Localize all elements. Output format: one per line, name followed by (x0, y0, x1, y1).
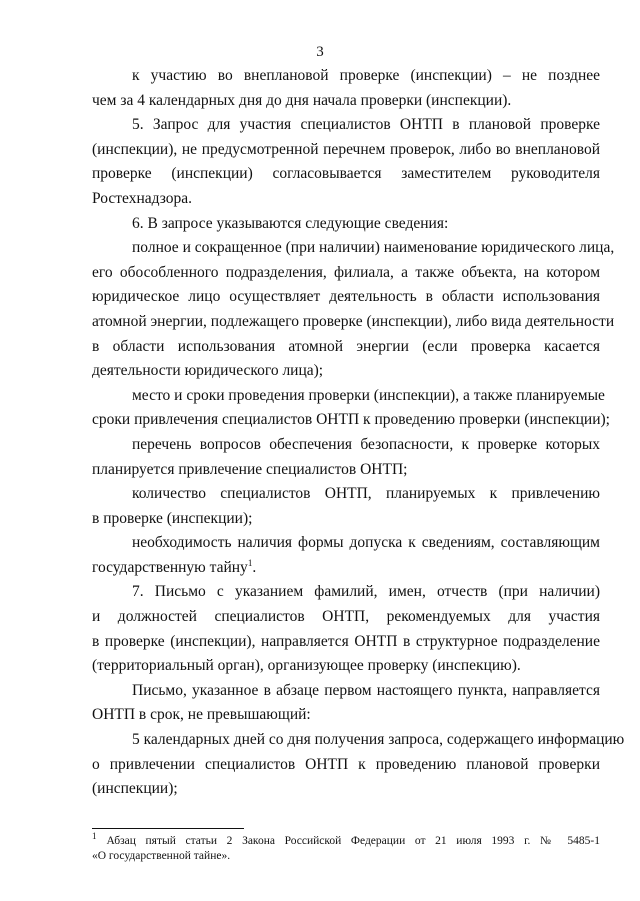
text-line (92, 261, 600, 286)
text-line (92, 138, 600, 163)
text-line-content: планируется привлечение специалистов ОНТП; (92, 460, 408, 478)
text-line-content: в области использования атомной энергии (если проверка касается (92, 337, 600, 355)
text-line (92, 408, 610, 433)
text-line-content: к участию во внеплановой проверке (инспекции) – не позднее (132, 67, 600, 84)
text-line-content: необходимость наличия формы допуска к сведениям, составляющим (132, 534, 600, 552)
text-line-content: 6. В запросе указываются следующие сведения: (132, 214, 449, 232)
text-line-content: 5. Запрос для участия специалистов ОНТП в плановой проверке (132, 116, 600, 134)
text-line (92, 359, 600, 384)
footnote-mark: 1 (92, 831, 97, 842)
text-line-content: перечень вопросов обеспечения безопасности, к проверке которых (132, 435, 600, 453)
footnote-line-content: Абзац пятый статьи 2 Закона Российской Федерации от 21 июля 1993 г. № 5485-1 (106, 835, 600, 847)
text-line-content: сроки привлечения специалистов ОНТП к проведению проверки (инспекции); (92, 411, 610, 429)
text-line-content: Письмо, указанное в абзаце первом настоящего пункта, направляется (132, 681, 600, 699)
text-line-content: чем за 4 календарных дня до дня начала проверки (инспекции). (92, 91, 512, 109)
text-line (92, 212, 600, 237)
text-line (92, 64, 600, 89)
text-line-content: 7. Письмо с указанием фамилий, имен, отчеств (при наличии) (132, 583, 600, 601)
footnote-line (92, 849, 600, 864)
footnote-reference[interactable]: 1 (247, 557, 253, 568)
text-line (92, 187, 600, 212)
text-line (92, 703, 600, 728)
text-line-content: государственную тайну (92, 558, 248, 576)
text-line (92, 113, 600, 138)
footnote (92, 831, 600, 864)
text-line (92, 285, 600, 310)
text-line (92, 433, 600, 458)
text-line (92, 89, 600, 114)
footnote-line-content: «О государственной тайне». (92, 850, 231, 862)
text-line-content: и должностей специалистов ОНТП, рекомендуемых для участия (92, 608, 600, 626)
text-line (92, 630, 600, 655)
text-line (92, 728, 625, 753)
text-line-content: атомной энергии, подлежащего проверке (инспекции), либо вида деятельности (92, 312, 615, 330)
page-number: 3 (316, 44, 324, 60)
text-line-content: в проверке (инспекции); (92, 509, 253, 527)
text-line-content: о привлечении специалистов ОНТП к проведению плановой проверки (92, 755, 600, 773)
text-line (92, 580, 600, 605)
text-line-content: в проверке (инспекции), направляется ОНТП в структурное подразделение (92, 632, 600, 650)
text-line-content: деятельности юридического лица); (92, 362, 324, 380)
text-line (92, 236, 615, 261)
footnote-line (92, 831, 600, 849)
text-line-content: место и сроки проведения проверки (инспекции), а также планируемые (132, 386, 605, 404)
text-line (92, 162, 600, 187)
text-line (92, 458, 600, 483)
text-line (92, 654, 600, 679)
text-line-punctuation: . (252, 558, 257, 576)
text-line-content: юридическое лицо осуществляет деятельность в области использования (92, 288, 600, 306)
text-line (92, 531, 600, 556)
text-line (92, 605, 600, 630)
text-line (92, 753, 600, 778)
text-line (92, 777, 600, 802)
text-line (92, 310, 615, 335)
text-line-content: количество специалистов ОНТП, планируемых к привлечению (132, 485, 600, 503)
text-line-content: ОНТП в срок, не превышающий: (92, 706, 311, 724)
text-line-content: Ростехнадзора. (92, 189, 192, 207)
text-line (92, 507, 600, 532)
text-line (92, 679, 600, 704)
text-line-content: (инспекции); (92, 780, 178, 798)
text-line-content: его обособленного подразделения, филиала, а также объекта, на котором (92, 263, 600, 281)
text-line-content: проверке (инспекции) согласовывается заместителем руководителя (92, 165, 600, 183)
text-line (92, 384, 605, 409)
text-line (92, 482, 600, 507)
text-line-content: (территориальный орган), организующее проверку (инспекцию). (92, 657, 521, 675)
text-line-content: полное и сокращенное (при наличии) наименование юридического лица, (132, 239, 615, 257)
text-line (92, 335, 600, 360)
text-line (92, 556, 600, 581)
text-line-content: 5 календарных дней со дня получения запроса, содержащего информацию (132, 731, 625, 749)
footnote-divider (92, 828, 244, 829)
body-text (92, 64, 625, 802)
text-line-content: (инспекции), не предусмотренной перечнем проверок, либо во внеплановой (92, 140, 600, 158)
